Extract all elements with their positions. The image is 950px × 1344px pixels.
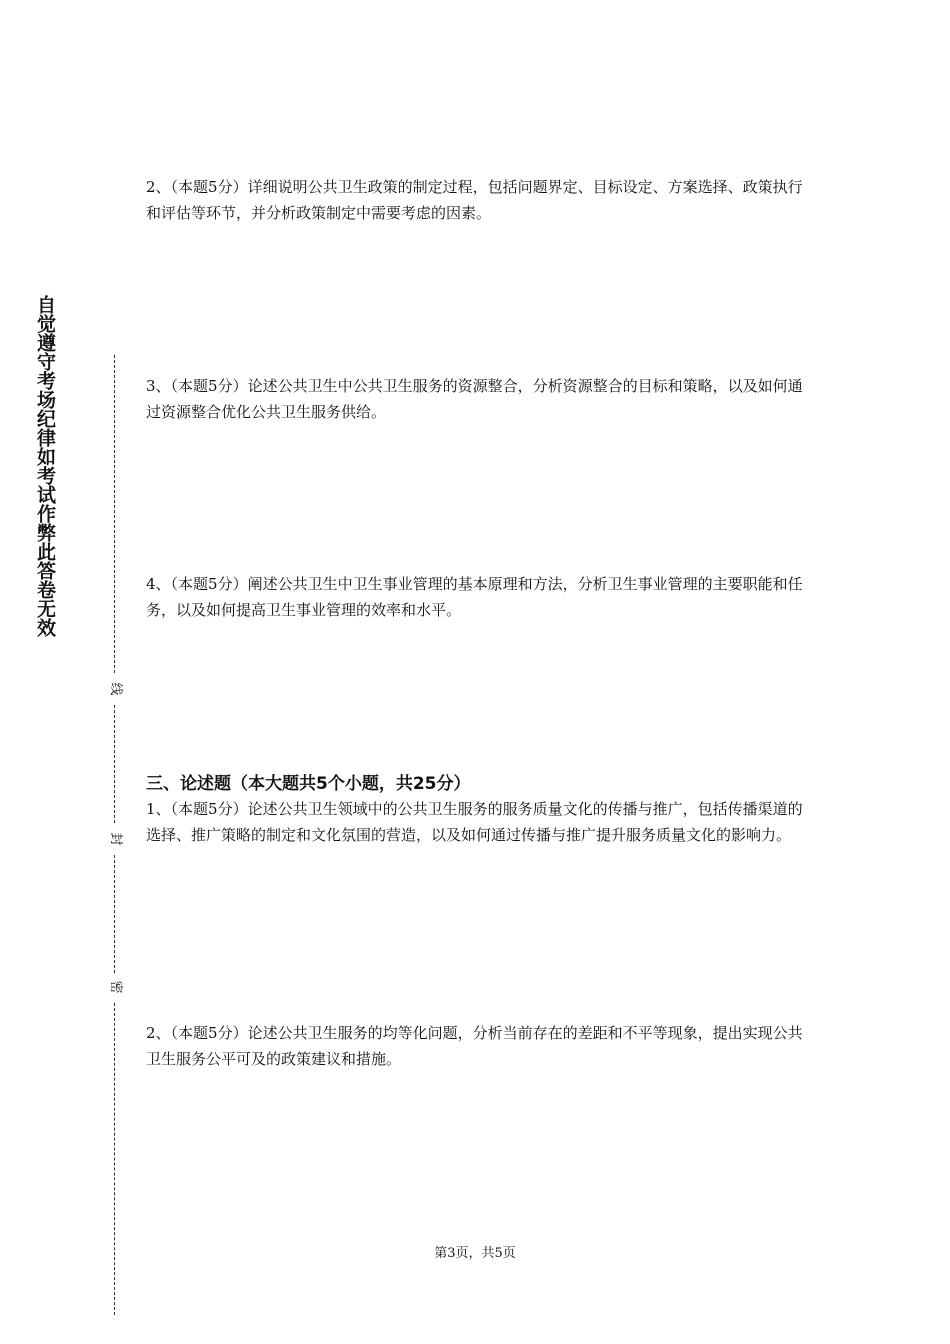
question-2: 2、（本题5分）详细说明公共卫生政策的制定过程，包括问题界定、目标设定、方案选择、政策执行和评估等环节，并分析政策制定中需要考虑的因素。	[146, 178, 803, 222]
binding-dashed-line	[114, 705, 115, 823]
essay-question-2: 2、（本题5分）论述公共卫生服务的均等化问题，分析当前存在的差距和不平等现象，提出实现公共卫生服务公平可及的政策建议和措施。	[146, 1024, 803, 1068]
binding-label-line: 线	[106, 680, 124, 698]
binding-label-secret: 密	[106, 978, 124, 996]
page-number: 第3页，共5页	[434, 1246, 516, 1261]
question-4: 4、（本题5分）阐述公共卫生中卫生事业管理的基本原理和方法，分析卫生事业管理的主要职能和任务，以及如何提高卫生事业管理的效率和水平。	[146, 575, 803, 619]
binding-dashed-line	[114, 355, 115, 673]
binding-dashed-line	[114, 855, 115, 973]
binding-dashed-line	[114, 1003, 115, 1315]
question-3: 3、（本题5分）论述公共卫生中公共卫生服务的资源整合，分析资源整合的目标和策略，以及如何通过资源整合优化公共卫生服务供给。	[146, 377, 803, 421]
section-title-essay: 三、论述题（本大题共5个小题，共25分）	[146, 774, 471, 794]
essay-question-1: 1、（本题5分）论述公共卫生领域中的公共卫生服务的服务质量文化的传播与推广，包括传播渠道的选择、推广策略的制定和文化氛围的营造，以及如何通过传播与推广提升服务质量文化的影响力。	[146, 800, 803, 844]
binding-label-seal: 封	[106, 830, 124, 848]
exam-warning-vertical: 自觉遵守考场纪律如考试作弊此答卷无效	[34, 295, 56, 637]
